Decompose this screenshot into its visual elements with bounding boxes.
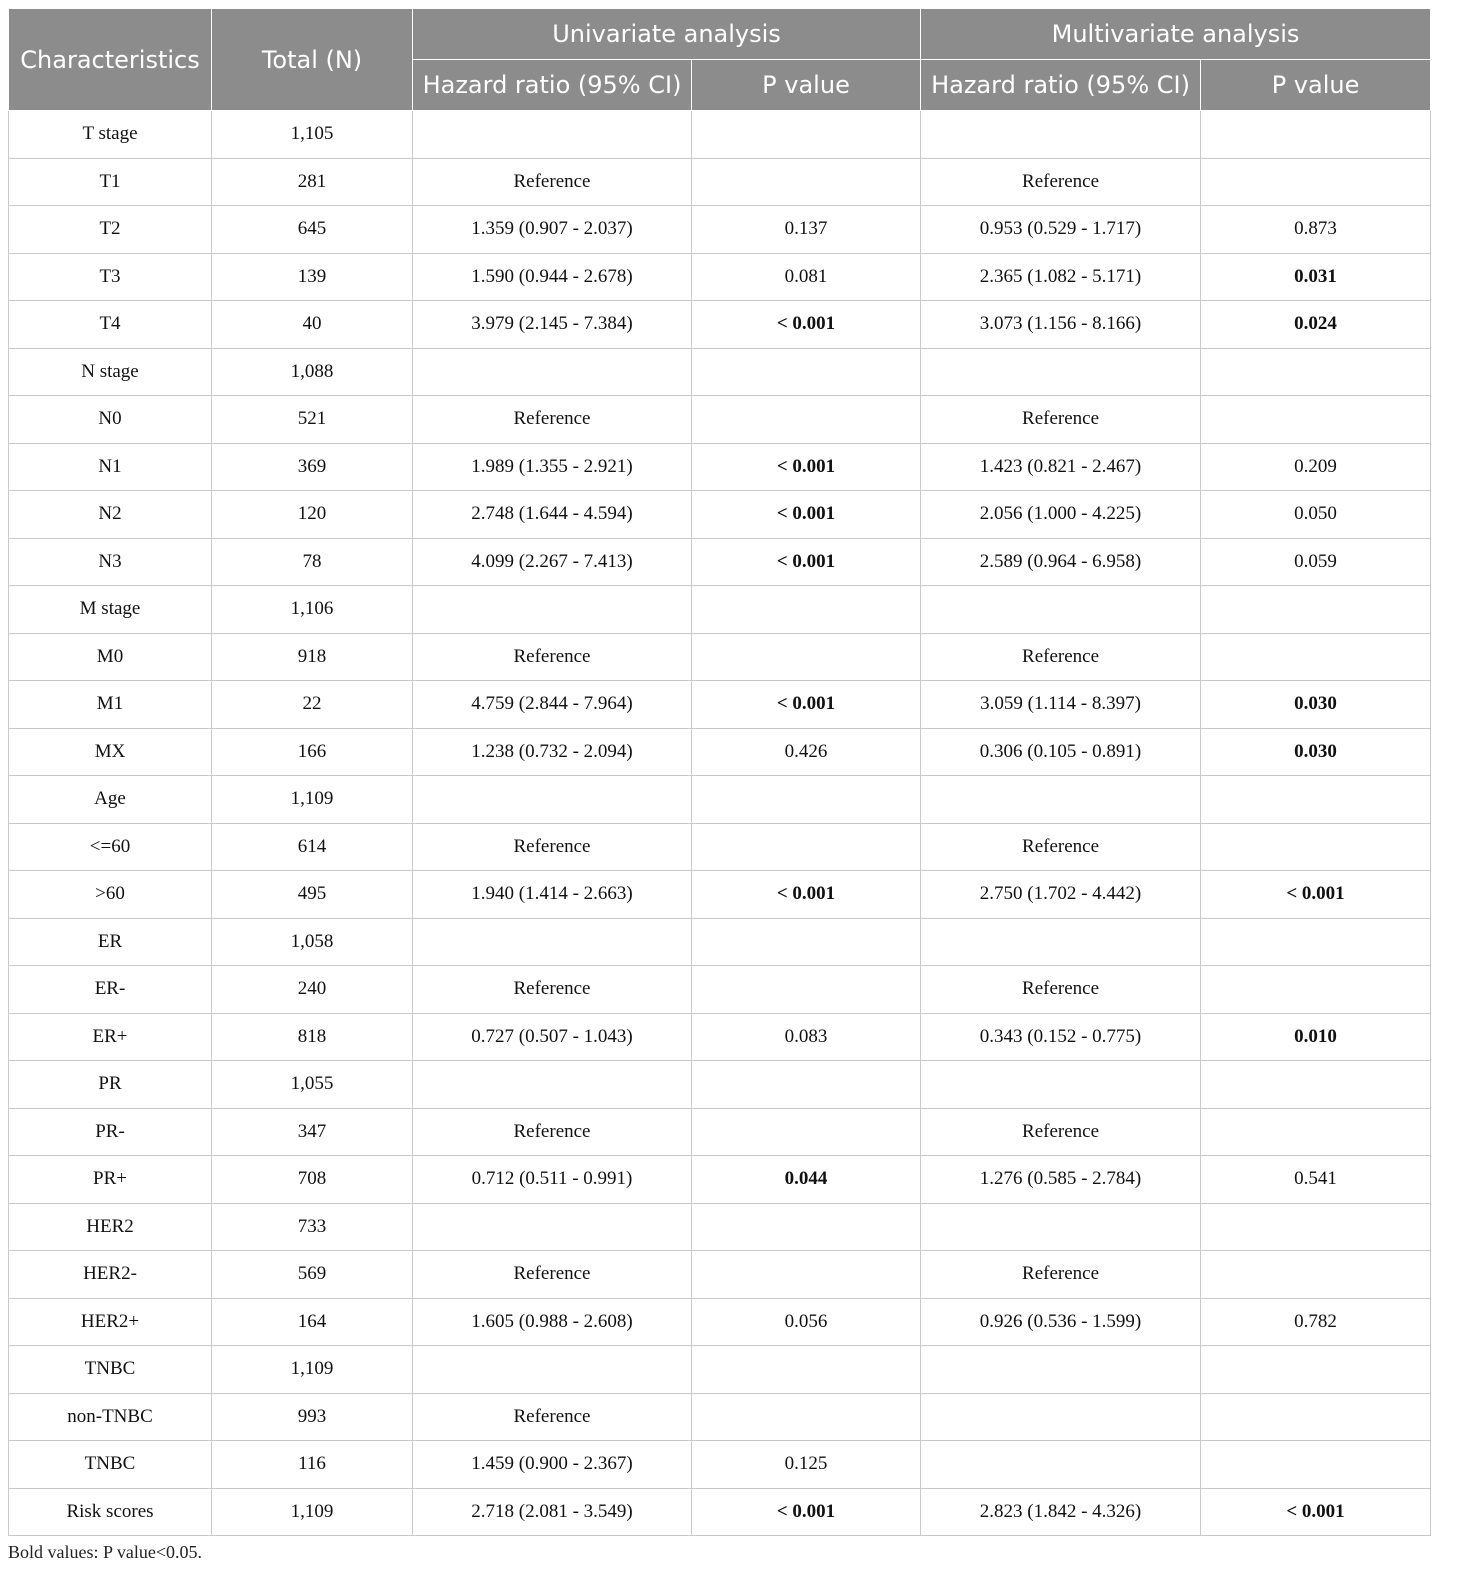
multivariate-hr-cell: 2.823 (1.842 - 4.326) xyxy=(921,1488,1201,1536)
table-row xyxy=(9,1013,1431,1061)
characteristic-cell: MX xyxy=(9,728,212,776)
header-multivariate: Multivariate analysis xyxy=(921,9,1431,60)
total-cell: 521 xyxy=(212,396,413,444)
univariate-hr-cell: 4.759 (2.844 - 7.964) xyxy=(413,681,692,729)
total-cell: 1,058 xyxy=(212,918,413,966)
univariate-p-cell: 0.056 xyxy=(692,1298,921,1346)
univariate-hr-cell xyxy=(413,1061,692,1109)
multivariate-hr-cell: 2.589 (0.964 - 6.958) xyxy=(921,538,1201,586)
multivariate-p-cell xyxy=(1201,1441,1431,1489)
table-row xyxy=(9,396,1431,444)
univariate-hr-cell: 1.359 (0.907 - 2.037) xyxy=(413,206,692,254)
header-characteristics: Characteristics xyxy=(9,9,212,111)
multivariate-hr-cell: Reference xyxy=(921,1251,1201,1299)
characteristic-cell: ER- xyxy=(9,966,212,1014)
table-row xyxy=(9,586,1431,634)
multivariate-p-cell xyxy=(1201,633,1431,681)
table-row xyxy=(9,728,1431,776)
total-cell: 40 xyxy=(212,301,413,349)
multivariate-p-cell xyxy=(1201,1251,1431,1299)
univariate-p-cell: < 0.001 xyxy=(692,443,921,491)
multivariate-p-cell: 0.059 xyxy=(1201,538,1431,586)
univariate-p-cell xyxy=(692,348,921,396)
univariate-hr-cell xyxy=(413,111,692,159)
univariate-p-cell: < 0.001 xyxy=(692,1488,921,1536)
table-row xyxy=(9,538,1431,586)
total-cell: 1,055 xyxy=(212,1061,413,1109)
table-row xyxy=(9,823,1431,871)
multivariate-hr-cell: 0.343 (0.152 - 0.775) xyxy=(921,1013,1201,1061)
total-cell: 164 xyxy=(212,1298,413,1346)
multivariate-hr-cell: 1.276 (0.585 - 2.784) xyxy=(921,1156,1201,1204)
table-row xyxy=(9,206,1431,254)
table-row xyxy=(9,491,1431,539)
univariate-p-cell: < 0.001 xyxy=(692,681,921,729)
multivariate-hr-cell xyxy=(921,348,1201,396)
table-row xyxy=(9,348,1431,396)
univariate-p-cell xyxy=(692,396,921,444)
multivariate-p-cell xyxy=(1201,1061,1431,1109)
univariate-hr-cell: 3.979 (2.145 - 7.384) xyxy=(413,301,692,349)
univariate-hr-cell xyxy=(413,348,692,396)
univariate-hr-cell: 2.718 (2.081 - 3.549) xyxy=(413,1488,692,1536)
multivariate-hr-cell xyxy=(921,918,1201,966)
multivariate-hr-cell: 2.056 (1.000 - 4.225) xyxy=(921,491,1201,539)
multivariate-hr-cell: 3.073 (1.156 - 8.166) xyxy=(921,301,1201,349)
total-cell: 495 xyxy=(212,871,413,919)
characteristic-cell: HER2 xyxy=(9,1203,212,1251)
univariate-p-cell xyxy=(692,1203,921,1251)
univariate-hr-cell: 1.459 (0.900 - 2.367) xyxy=(413,1441,692,1489)
characteristic-cell: N1 xyxy=(9,443,212,491)
total-cell: 708 xyxy=(212,1156,413,1204)
univariate-hr-cell: Reference xyxy=(413,1108,692,1156)
multivariate-p-cell xyxy=(1201,918,1431,966)
total-cell: 281 xyxy=(212,158,413,206)
univariate-p-cell: 0.426 xyxy=(692,728,921,776)
univariate-p-cell: < 0.001 xyxy=(692,871,921,919)
univariate-hr-cell: Reference xyxy=(413,823,692,871)
univariate-hr-cell xyxy=(413,586,692,634)
univariate-p-cell: 0.083 xyxy=(692,1013,921,1061)
multivariate-p-cell xyxy=(1201,111,1431,159)
univariate-hr-cell: 4.099 (2.267 - 7.413) xyxy=(413,538,692,586)
univariate-p-cell xyxy=(692,1061,921,1109)
total-cell: 1,109 xyxy=(212,1488,413,1536)
table-row xyxy=(9,871,1431,919)
total-cell: 993 xyxy=(212,1393,413,1441)
multivariate-hr-cell xyxy=(921,776,1201,824)
total-cell: 645 xyxy=(212,206,413,254)
multivariate-p-cell xyxy=(1201,823,1431,871)
multivariate-p-cell: 0.782 xyxy=(1201,1298,1431,1346)
table-row xyxy=(9,966,1431,1014)
univariate-p-cell: 0.044 xyxy=(692,1156,921,1204)
multivariate-p-cell xyxy=(1201,776,1431,824)
characteristic-cell: T4 xyxy=(9,301,212,349)
table-row xyxy=(9,111,1431,159)
multivariate-p-cell xyxy=(1201,396,1431,444)
characteristic-cell: ER xyxy=(9,918,212,966)
characteristic-cell: M stage xyxy=(9,586,212,634)
multivariate-p-cell: < 0.001 xyxy=(1201,1488,1431,1536)
univariate-hr-cell xyxy=(413,776,692,824)
multivariate-hr-cell xyxy=(921,1346,1201,1394)
univariate-hr-cell: Reference xyxy=(413,1393,692,1441)
characteristic-cell: <=60 xyxy=(9,823,212,871)
table-row xyxy=(9,918,1431,966)
univariate-p-cell: 0.081 xyxy=(692,253,921,301)
univariate-hr-cell: Reference xyxy=(413,633,692,681)
characteristic-cell: M1 xyxy=(9,681,212,729)
multivariate-hr-cell: 3.059 (1.114 - 8.397) xyxy=(921,681,1201,729)
multivariate-p-cell xyxy=(1201,1108,1431,1156)
characteristic-cell: T stage xyxy=(9,111,212,159)
table-row xyxy=(9,443,1431,491)
multivariate-hr-cell xyxy=(921,586,1201,634)
multivariate-hr-cell xyxy=(921,1203,1201,1251)
univariate-hr-cell: 1.238 (0.732 - 2.094) xyxy=(413,728,692,776)
multivariate-hr-cell xyxy=(921,1441,1201,1489)
univariate-hr-cell: 0.712 (0.511 - 0.991) xyxy=(413,1156,692,1204)
univariate-hr-cell: 1.605 (0.988 - 2.608) xyxy=(413,1298,692,1346)
univariate-p-cell xyxy=(692,966,921,1014)
multivariate-hr-cell: Reference xyxy=(921,1108,1201,1156)
total-cell: 569 xyxy=(212,1251,413,1299)
univariate-p-cell xyxy=(692,1251,921,1299)
multivariate-p-cell: 0.873 xyxy=(1201,206,1431,254)
table-row xyxy=(9,1108,1431,1156)
characteristic-cell: TNBC xyxy=(9,1346,212,1394)
multivariate-hr-cell xyxy=(921,1061,1201,1109)
total-cell: 1,109 xyxy=(212,1346,413,1394)
characteristic-cell: Age xyxy=(9,776,212,824)
multivariate-p-cell: 0.024 xyxy=(1201,301,1431,349)
characteristic-cell: N2 xyxy=(9,491,212,539)
total-cell: 1,088 xyxy=(212,348,413,396)
univariate-hr-cell: Reference xyxy=(413,1251,692,1299)
characteristic-cell: N3 xyxy=(9,538,212,586)
univariate-hr-cell: 1.989 (1.355 - 2.921) xyxy=(413,443,692,491)
multivariate-hr-cell: 2.750 (1.702 - 4.442) xyxy=(921,871,1201,919)
total-cell: 78 xyxy=(212,538,413,586)
characteristic-cell: non-TNBC xyxy=(9,1393,212,1441)
characteristic-cell: TNBC xyxy=(9,1441,212,1489)
total-cell: 240 xyxy=(212,966,413,1014)
total-cell: 116 xyxy=(212,1441,413,1489)
univariate-hr-cell: Reference xyxy=(413,158,692,206)
characteristic-cell: Risk scores xyxy=(9,1488,212,1536)
multivariate-p-cell: 0.031 xyxy=(1201,253,1431,301)
univariate-hr-cell xyxy=(413,1203,692,1251)
multivariate-hr-cell xyxy=(921,1393,1201,1441)
table-footnote: Bold values: P value<0.05. xyxy=(8,1542,202,1562)
univariate-hr-cell: Reference xyxy=(413,966,692,1014)
table-row xyxy=(9,1393,1431,1441)
table-row xyxy=(9,253,1431,301)
characteristic-cell: PR xyxy=(9,1061,212,1109)
univariate-p-cell xyxy=(692,586,921,634)
total-cell: 166 xyxy=(212,728,413,776)
multivariate-p-cell: < 0.001 xyxy=(1201,871,1431,919)
multivariate-hr-cell: 1.423 (0.821 - 2.467) xyxy=(921,443,1201,491)
univariate-p-cell xyxy=(692,158,921,206)
header-multivariate-p: P value xyxy=(1201,60,1431,111)
total-cell: 1,105 xyxy=(212,111,413,159)
total-cell: 733 xyxy=(212,1203,413,1251)
multivariate-p-cell xyxy=(1201,966,1431,1014)
characteristic-cell: N0 xyxy=(9,396,212,444)
hazard-ratio-table-container xyxy=(8,8,1430,1536)
table-row xyxy=(9,1156,1431,1204)
characteristic-cell: T3 xyxy=(9,253,212,301)
univariate-p-cell: < 0.001 xyxy=(692,301,921,349)
table-row xyxy=(9,633,1431,681)
univariate-hr-cell: Reference xyxy=(413,396,692,444)
table-row xyxy=(9,1251,1431,1299)
univariate-p-cell xyxy=(692,111,921,159)
multivariate-p-cell: 0.541 xyxy=(1201,1156,1431,1204)
characteristic-cell: ER+ xyxy=(9,1013,212,1061)
characteristic-cell: T2 xyxy=(9,206,212,254)
characteristic-cell: HER2+ xyxy=(9,1298,212,1346)
univariate-hr-cell xyxy=(413,1346,692,1394)
univariate-p-cell xyxy=(692,776,921,824)
multivariate-p-cell xyxy=(1201,158,1431,206)
characteristic-cell: HER2- xyxy=(9,1251,212,1299)
multivariate-p-cell: 0.030 xyxy=(1201,681,1431,729)
table-row xyxy=(9,1488,1431,1536)
multivariate-hr-cell: 0.306 (0.105 - 0.891) xyxy=(921,728,1201,776)
univariate-p-cell: 0.137 xyxy=(692,206,921,254)
multivariate-p-cell: 0.010 xyxy=(1201,1013,1431,1061)
total-cell: 369 xyxy=(212,443,413,491)
univariate-p-cell xyxy=(692,1108,921,1156)
multivariate-hr-cell: Reference xyxy=(921,966,1201,1014)
univariate-p-cell xyxy=(692,823,921,871)
characteristic-cell: N stage xyxy=(9,348,212,396)
multivariate-hr-cell: Reference xyxy=(921,633,1201,681)
header-total: Total (N) xyxy=(212,9,413,111)
header-univariate-p: P value xyxy=(692,60,921,111)
univariate-hr-cell: 0.727 (0.507 - 1.043) xyxy=(413,1013,692,1061)
multivariate-hr-cell: 0.926 (0.536 - 1.599) xyxy=(921,1298,1201,1346)
univariate-p-cell xyxy=(692,1346,921,1394)
table-header xyxy=(9,9,1431,111)
header-univariate: Univariate analysis xyxy=(413,9,921,60)
multivariate-p-cell xyxy=(1201,348,1431,396)
multivariate-hr-cell: Reference xyxy=(921,823,1201,871)
multivariate-p-cell xyxy=(1201,1346,1431,1394)
hazard-ratio-table xyxy=(8,8,1431,1536)
univariate-hr-cell: 1.940 (1.414 - 2.663) xyxy=(413,871,692,919)
header-multivariate-hr: Hazard ratio (95% CI) xyxy=(921,60,1201,111)
total-cell: 139 xyxy=(212,253,413,301)
multivariate-p-cell: 0.209 xyxy=(1201,443,1431,491)
total-cell: 347 xyxy=(212,1108,413,1156)
characteristic-cell: PR- xyxy=(9,1108,212,1156)
total-cell: 1,106 xyxy=(212,586,413,634)
table-row xyxy=(9,776,1431,824)
characteristic-cell: M0 xyxy=(9,633,212,681)
table-row xyxy=(9,1298,1431,1346)
characteristic-cell: >60 xyxy=(9,871,212,919)
multivariate-p-cell: 0.050 xyxy=(1201,491,1431,539)
multivariate-hr-cell: Reference xyxy=(921,158,1201,206)
multivariate-p-cell xyxy=(1201,1393,1431,1441)
total-cell: 918 xyxy=(212,633,413,681)
table-row xyxy=(9,681,1431,729)
table-row xyxy=(9,1203,1431,1251)
univariate-p-cell xyxy=(692,633,921,681)
total-cell: 818 xyxy=(212,1013,413,1061)
univariate-hr-cell xyxy=(413,918,692,966)
total-cell: 1,109 xyxy=(212,776,413,824)
multivariate-hr-cell xyxy=(921,111,1201,159)
characteristic-cell: PR+ xyxy=(9,1156,212,1204)
table-row xyxy=(9,1061,1431,1109)
univariate-p-cell: 0.125 xyxy=(692,1441,921,1489)
multivariate-p-cell xyxy=(1201,586,1431,634)
univariate-hr-cell: 1.590 (0.944 - 2.678) xyxy=(413,253,692,301)
multivariate-hr-cell: Reference xyxy=(921,396,1201,444)
univariate-p-cell: < 0.001 xyxy=(692,491,921,539)
univariate-p-cell xyxy=(692,1393,921,1441)
table-row xyxy=(9,1441,1431,1489)
multivariate-p-cell xyxy=(1201,1203,1431,1251)
univariate-hr-cell: 2.748 (1.644 - 4.594) xyxy=(413,491,692,539)
total-cell: 614 xyxy=(212,823,413,871)
multivariate-p-cell: 0.030 xyxy=(1201,728,1431,776)
table-row xyxy=(9,1346,1431,1394)
multivariate-hr-cell: 2.365 (1.082 - 5.171) xyxy=(921,253,1201,301)
table-body xyxy=(9,111,1431,1536)
total-cell: 22 xyxy=(212,681,413,729)
table-row xyxy=(9,301,1431,349)
multivariate-hr-cell: 0.953 (0.529 - 1.717) xyxy=(921,206,1201,254)
univariate-p-cell xyxy=(692,918,921,966)
table-row xyxy=(9,158,1431,206)
total-cell: 120 xyxy=(212,491,413,539)
characteristic-cell: T1 xyxy=(9,158,212,206)
header-univariate-hr: Hazard ratio (95% CI) xyxy=(413,60,692,111)
univariate-p-cell: < 0.001 xyxy=(692,538,921,586)
